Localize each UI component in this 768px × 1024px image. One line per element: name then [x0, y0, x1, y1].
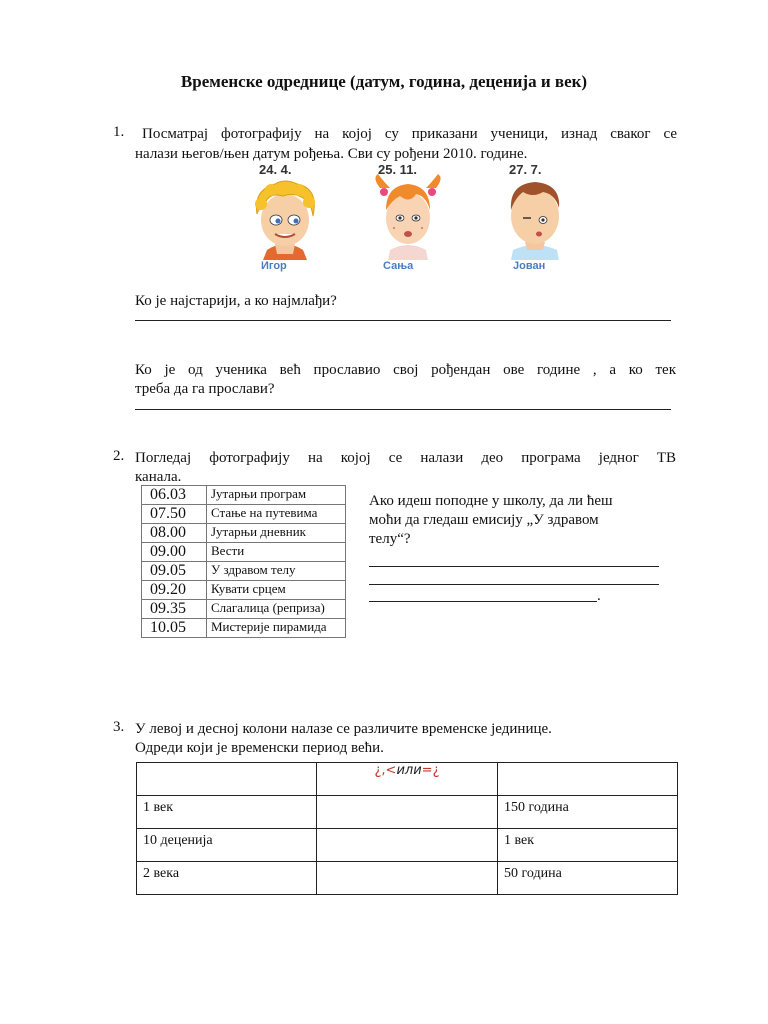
q1-text-line2: налази његов/њен датум рођења. Сви су рођени 2010. године.	[135, 146, 528, 162]
schedule-show: Кувати срцем	[207, 581, 346, 600]
table-row	[137, 829, 678, 862]
left-unit-cell: 2 века	[137, 862, 317, 895]
schedule-show: Слагалица (репризa)	[207, 600, 346, 619]
schedule-show: Јутарњи програм	[207, 486, 346, 505]
answer-cell[interactable]	[317, 862, 498, 895]
answer-line[interactable]	[369, 601, 597, 602]
schedule-time: 08.00	[142, 524, 207, 543]
schedule-row	[142, 562, 346, 581]
tv-schedule	[141, 485, 346, 638]
q1-text-line1: Посматрај фотографију на којој су приказани ученици, изнад сваког се	[142, 126, 677, 142]
formula-part-b: или	[396, 763, 422, 778]
q1-sub2-line2: треба да га прослави?	[135, 381, 275, 397]
q2-text-line1: Погледај фотографију на којој се налази део програма једног ТВ	[135, 450, 676, 466]
table-row	[137, 862, 678, 895]
q3-number: 3.	[113, 719, 125, 735]
schedule-show: Јутарњи дневник	[207, 524, 346, 543]
right-unit-cell: 150 година	[498, 796, 678, 829]
kid-date-igor: 24. 4.	[259, 162, 292, 177]
girl-sanja-icon	[370, 174, 446, 260]
table-row	[137, 796, 678, 829]
q1-number: 1.	[113, 124, 125, 140]
header-cell-right	[498, 763, 678, 796]
left-unit-cell: 10 деценија	[137, 829, 317, 862]
schedule-show: Вести	[207, 543, 346, 562]
answer-cell[interactable]	[317, 796, 498, 829]
answer-line[interactable]	[135, 409, 671, 410]
formula-part-c: =¿	[421, 763, 440, 778]
boy-igor-icon	[245, 178, 325, 260]
comparison-table	[136, 762, 678, 895]
boy-jovan-icon	[497, 176, 573, 260]
q2-question-line3: телу“?	[369, 531, 411, 547]
right-unit-cell: 1 век	[498, 829, 678, 862]
table-header-row	[137, 763, 678, 796]
students-picture	[235, 160, 580, 275]
schedule-show: Стање на путевима	[207, 505, 346, 524]
schedule-time: 10.05	[142, 619, 207, 638]
schedule-show: У здравом телу	[207, 562, 346, 581]
q1-sub2-line1: Ко је од ученика већ прославио свој рођендан ове године , а ко тек	[135, 362, 676, 378]
q2-question-line1: Ако идеш поподне у школу, да ли ћеш	[369, 493, 613, 509]
schedule-time: 07.50	[142, 505, 207, 524]
schedule-row	[142, 524, 346, 543]
schedule-time: 09.00	[142, 543, 207, 562]
page-title: Временске одреднице (датум, година, деценија и век)	[180, 72, 588, 91]
answer-line[interactable]	[369, 566, 659, 567]
schedule-row	[142, 543, 346, 562]
kid-name-jovan: Јован	[513, 260, 546, 272]
kid-date-jovan: 27. 7.	[509, 162, 542, 177]
answer-end: .	[597, 588, 601, 604]
schedule-row	[142, 600, 346, 619]
q3-text-line2: Одреди који је временски период већи.	[135, 740, 384, 756]
schedule-show: Мистерије пирамида	[207, 619, 346, 638]
schedule-time: 06.03	[142, 486, 207, 505]
schedule-row	[142, 486, 346, 505]
schedule-row	[142, 505, 346, 524]
schedule-row	[142, 581, 346, 600]
kid-date-sanja: 25. 11.	[378, 162, 418, 177]
q2-question-line2: моћи да гледаш емисију „У здравом	[369, 512, 599, 528]
header-cell-left	[137, 763, 317, 796]
right-unit-cell: 50 година	[498, 862, 678, 895]
q2-text-line2: канала.	[135, 469, 182, 485]
q1-sub1: Ко је најстарији, а ко најмлађи?	[135, 293, 337, 309]
left-unit-cell: 1 век	[137, 796, 317, 829]
answer-cell[interactable]	[317, 829, 498, 862]
header-cell-formula	[317, 763, 498, 796]
formula-part-a: ¿,<	[374, 763, 397, 778]
schedule-time: 09.05	[142, 562, 207, 581]
kid-name-sanja: Сања	[383, 260, 414, 272]
answer-line[interactable]	[369, 584, 659, 585]
q2-number: 2.	[113, 448, 125, 464]
schedule-time: 09.35	[142, 600, 207, 619]
kid-name-igor: Игор	[261, 260, 287, 272]
q3-text-line1: У левој и десној колони налазе се различите временске јединице.	[135, 721, 552, 737]
schedule-time: 09.20	[142, 581, 207, 600]
schedule-row	[142, 619, 346, 638]
answer-line[interactable]	[135, 320, 671, 321]
